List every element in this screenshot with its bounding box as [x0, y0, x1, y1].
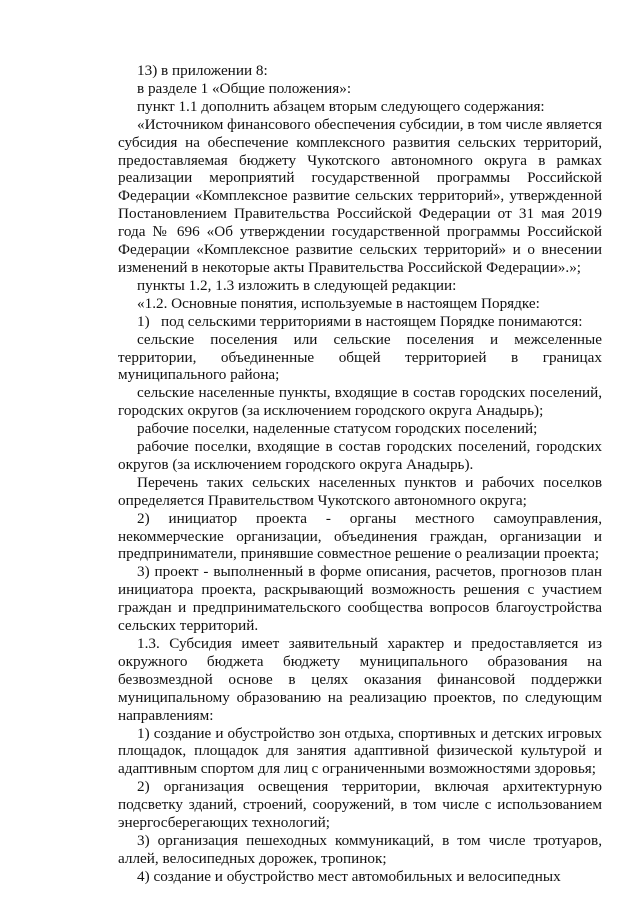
paragraph: пункт 1.1 дополнить абзацем вторым следующего содержания: [137, 97, 545, 115]
paragraph: 1) создание и обустройство зон отдыха, спортивных и детских игровых площадок, площадок для занятия адаптивной физической культурой и адаптивным спортом для лиц с ограниченными возможностями здоровья; [118, 724, 602, 778]
paragraph: 2) инициатор проекта - органы местного самоуправления, некоммерческие организации, объединения граждан, организации и предприниматели, принявшие совместное решение о реализации проекта; [118, 509, 602, 563]
item-number: 1) [137, 312, 150, 330]
paragraph: «1.2. Основные понятия, используемые в настоящем Порядке: [137, 294, 540, 312]
paragraph: 13) в приложении 8: [137, 62, 268, 79]
paragraph: 1.3. Субсидия имеет заявительный характер и предоставляется из окружного бюджета бюджету муниципального образования на безвозмездной основе в целях оказания финансовой поддержки муниципальному образованию на реализацию проектов, по следующим направлениям: [118, 635, 602, 724]
numbered-paragraph [118, 313, 602, 331]
paragraph: рабочие поселки, наделенные статусом городских поселений; [137, 420, 538, 438]
paragraph: Перечень таких сельских населенных пунктов и рабочих поселков определяется Правительством Чукотского автономного округа; [118, 473, 602, 509]
paragraph: в разделе 1 «Общие положения»: [137, 79, 352, 97]
document-body [118, 62, 602, 886]
paragraph: рабочие поселки, входящие в состав городских поселений, городских округов (за исключением городского округа Анадырь). [118, 438, 602, 473]
paragraph: сельские населенные пункты, входящие в состав городских поселений, городских округов (за исключением городского округа Анадырь); [118, 384, 602, 420]
paragraph: сельские поселения или сельские поселения и межселенные территории, объединенные общей территорией в границах муниципального района; [118, 330, 602, 384]
paragraph-text: под сельскими территориями в настоящем Порядке понимаются: [161, 312, 583, 330]
paragraph: 2) организация освещения территории, включая архитектурную подсветку зданий, строений, сооружений, в том числе с использованием энергосберегающих технологий; [118, 778, 602, 832]
paragraph: 4) создание и обустройство мест автомобильных и велосипедных [137, 867, 561, 885]
paragraph: 3) проект - выполненный в форме описания, расчетов, прогнозов план инициатора проекта, раскрывающий возможность решения с участием граждан и предпринимательского сообщества вопросов благоустройства сельских территорий. [118, 563, 602, 635]
paragraph: 3) организация пешеходных коммуникаций, в том числе тротуаров, аллей, велосипедных дорожек, тропинок; [118, 831, 602, 867]
paragraph: пункты 1.2, 1.3 изложить в следующей редакции: [137, 276, 457, 294]
paragraph: «Источником финансового обеспечения субсидии, в том числе является субсидия на обеспечение комплексного развития сельских территорий, предоставляемая бюджету Чукотского автономного округа в рамках реализации мероприятий государственной программы Российской Федерации «Комплексное развитие сельских территорий», утвержденной Постановлением Правительства Российской Федерации от 31 мая 2019 года № 696 «Об утверждении государственной программы Российской Федерации «Комплексное развитие сельских территорий» и о внесении изменений в некоторые акты Правительства Российской Федерации».»; [118, 115, 602, 276]
